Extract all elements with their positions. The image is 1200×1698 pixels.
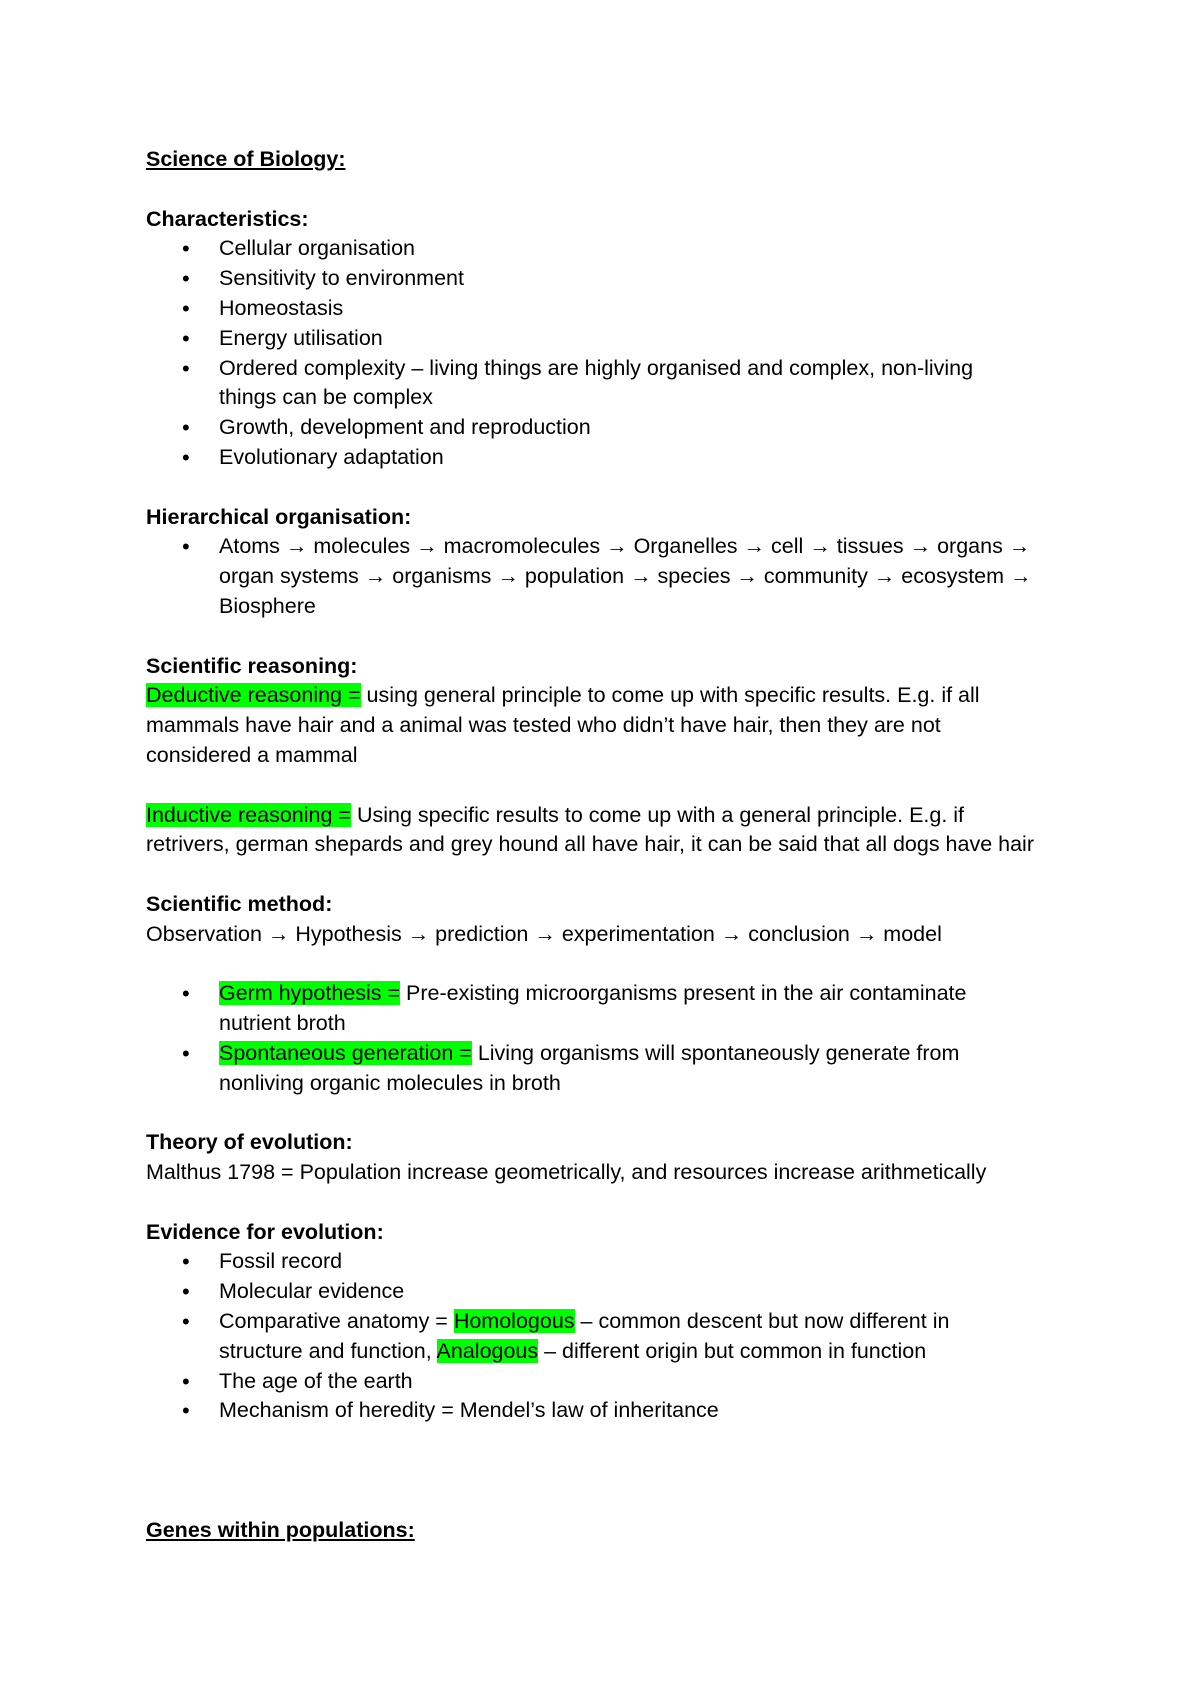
deductive-paragraph: Deductive reasoning = using general principle to come up with specific results. E.g. if all [146,683,980,708]
inductive-paragraph: Inductive reasoning = Using specific results to come up with a general principle. E.g. if [146,802,965,827]
characteristics-heading: Characteristics: [146,206,309,231]
list-item: • Ordered complexity – living things are highly organised and complex, non-living things can be complex [146,354,1086,414]
list-item: • Evolutionary adaptation [146,443,1086,473]
malthus-line: Malthus 1798 = Population increase geometrically, and resources increase arithmetically [146,1160,987,1185]
document-title: Science of Biology: [146,147,346,171]
list-item: • Energy utilisation [146,324,1086,354]
highlighted-term: Inductive reasoning = [146,802,351,827]
list-item: • Sensitivity to environment [146,264,1086,294]
list-item: • The age of the earth [146,1367,1086,1397]
highlighted-term: Homologous [453,1309,575,1334]
list-item: • Growth, development and reproduction [146,413,1086,443]
highlighted-term: Spontaneous generation = [219,1040,472,1065]
highlighted-term: Germ hypothesis = [219,981,401,1006]
evolution-heading: Theory of evolution: [146,1130,353,1155]
list-item: • Spontaneous generation = Living organisms will spontaneously generate from nonliving organic molecules in broth [146,1039,1086,1099]
list-item: • Comparative anatomy = Homologous – common descent but now different in structure and function, Analogous – different origin but common in function [146,1307,1086,1367]
list-item: • Germ hypothesis = Pre-existing microorganisms present in the air contaminate nutrient broth [146,979,1086,1039]
document-page: Science of Biology: Characteristics: • Cellular organisation • Sensitivity to environment • Homeostasis • Energy utilisation • Ordered complexity – living things are highly organised and complex, non-living things can be complex • Growth, development and reproduction • Evolutionary adaptation Hierarchical organisation: • Atoms → molecules → macromolecules → Organelles → cell → tissues → organs → organ systems → organisms → population → species → community → ecosystem → Biosphere Scientific reasoning: Deductive reasoning = using general principle to come up with specific results. E.g. if all mammals have hair and a animal was tested who didn’t have hair, then they are not considered a mammal Inductive reasoning = Using specific results to come up with a general principle. E.g. if retrivers, german shepards and grey hound all have hair, it can be said that all dogs have hair Scientific method: Observation → Hypothesis → prediction → experimentation → conclusion → model • Germ hypothesis = Pre-existing microorganisms present in the air contaminate nutrient broth • Spontaneous generation = Living organisms will spontaneously generate from nonliving organic molecules in broth Theory of evolution: Malthus 1798 = Population increase geometrically, and resources increase arithmetically Evidence for evolution: • Fossil record • Molecular evidence • Comparative anatomy = Homologous – common descent but now different in structure and function, Analogous – different origin but common in function • The age of the earth • Mechanism of heredity = Mendel’s law of inheritance Genes within populations: [146,145,1086,1545]
evidence-list [146,1247,1086,1426]
list-item: • Mechanism of heredity = Mendel’s law of inheritance [146,1396,1086,1426]
list-item: • Atoms → molecules → macromolecules → Organelles → cell → tissues → organs → organ systems → organisms → population → species → community → ecosystem → Biosphere [146,532,1086,621]
highlighted-term: Analogous [436,1338,539,1363]
method-steps: Observation → Hypothesis → prediction → experimentation → conclusion → model [146,921,942,946]
list-item: • Homeostasis [146,294,1086,324]
list-item: • Cellular organisation [146,234,1086,264]
next-section-title: Genes within populations: [146,1517,415,1542]
highlighted-term: Deductive reasoning = [146,683,361,708]
characteristics-list [146,234,1086,472]
list-item: • Fossil record [146,1247,1086,1277]
list-item: • Molecular evidence [146,1277,1086,1307]
method-heading: Scientific method: [146,891,333,916]
method-list [146,979,1086,1098]
hierarchical-heading: Hierarchical organisation: [146,504,412,529]
hierarchical-list [146,532,1086,621]
evidence-heading: Evidence for evolution: [146,1219,384,1244]
reasoning-heading: Scientific reasoning: [146,653,358,678]
